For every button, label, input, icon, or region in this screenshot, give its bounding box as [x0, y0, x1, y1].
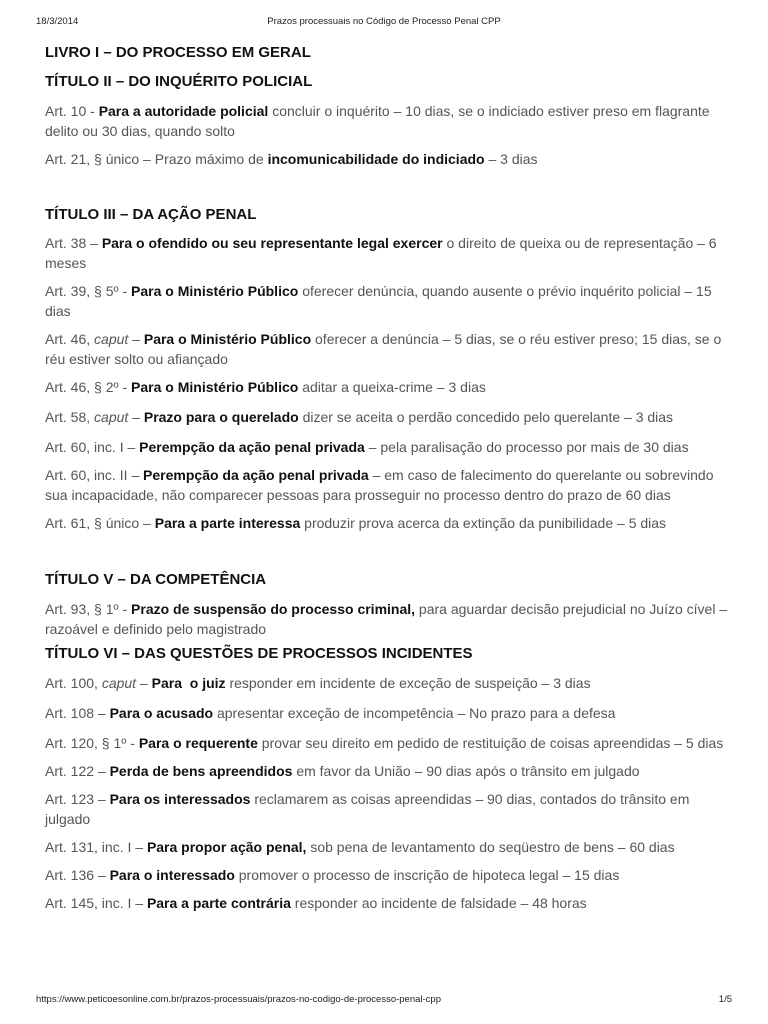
article-136: Art. 136 – Para o interessado promover o processo de inscrição de hipoteca legal – 15 dias — [45, 867, 620, 883]
print-date: 18/3/2014 — [36, 16, 79, 27]
article-46-p2: Art. 46, § 2º - Para o Ministério Público aditar a queixa-crime – 3 dias — [45, 379, 486, 395]
heading-titulo-5: TÍTULO V – DA COMPETÊNCIA — [45, 571, 267, 588]
article-108: Art. 108 – Para o acusado apresentar exceção de incompetência – No prazo para a defesa — [45, 705, 616, 721]
page-number: 1/5 — [718, 994, 732, 1005]
heading-titulo-6: TÍTULO VI – DAS QUESTÕES DE PROCESSOS INCIDENTES — [45, 645, 473, 662]
article-39: Art. 39, § 5º - Para o Ministério Público oferecer denúncia, quando ausente o prévio inquérito policial – 15 dias — [45, 283, 712, 319]
article-60-ii: Art. 60, inc. II – Perempção da ação penal privada – em caso de falecimento do querelante ou sobrevindo sua incapacidade, não comparecer pessoas para prosseguir no processo dentro do prazo de 60 dias — [45, 467, 714, 503]
article-61: Art. 61, § único – Para a parte interessa produzir prova acerca da extinção da punibilidade – 5 dias — [45, 515, 667, 531]
article-122: Art. 122 – Perda de bens apreendidos em favor da União – 90 dias após o trânsito em julgado — [45, 763, 640, 779]
heading-titulo-2: TÍTULO II – DO INQUÉRITO POLICIAL — [45, 73, 313, 90]
heading-titulo-3: TÍTULO III – DA AÇÃO PENAL — [45, 206, 257, 223]
document-body — [45, 44, 735, 913]
article-58: Art. 58, caput – Prazo para o querelado dizer se aceita o perdão concedido pelo querelante – 3 dias — [45, 409, 674, 425]
article-120: Art. 120, § 1º - Para o requerente provar seu direito em pedido de restituição de coisas apreendidas – 5 dias — [45, 735, 724, 751]
source-url: https://www.peticoesonline.com.br/prazos-processuais/prazos-no-codigo-de-processo-penal-cpp — [36, 994, 442, 1005]
print-title: Prazos processuais no Código de Processo Penal CPP — [267, 16, 501, 27]
heading-livro-1: LIVRO I – DO PROCESSO EM GERAL — [45, 44, 311, 61]
article-100: Art. 100, caput – Para o juiz responder em incidente de exceção de suspeição – 3 dias — [45, 675, 591, 691]
article-131: Art. 131, inc. I – Para propor ação penal, sob pena de levantamento do seqüestro de bens – 60 dias — [45, 839, 675, 855]
article-10: Art. 10 - Para a autoridade policial concluir o inquérito – 10 dias, se o indiciado estiver preso em flagrante delito ou 30 dias, quando solto — [45, 103, 710, 139]
article-60-i: Art. 60, inc. I – Perempção da ação penal privada – pela paralisação do processo por mais de 30 dias — [45, 439, 689, 455]
article-123: Art. 123 – Para os interessados reclamarem as coisas apreendidas – 90 dias, contados do trânsito em julgado — [45, 791, 690, 827]
article-93: Art. 93, § 1º - Prazo de suspensão do processo criminal, para aguardar decisão prejudicial no Juízo cível – razoável e definido pelo magistrado — [45, 601, 728, 637]
article-46-caput: Art. 46, caput – Para o Ministério Público oferecer a denúncia – 5 dias, se o réu estiver preso; 15 dias, se o réu estiver solto ou afiançado — [45, 331, 722, 367]
article-145: Art. 145, inc. I – Para a parte contrária responder ao incidente de falsidade – 48 horas — [45, 895, 587, 911]
article-21: Art. 21, § único – Prazo máximo de incomunicabilidade do indiciado – 3 dias — [45, 151, 538, 167]
article-38: Art. 38 – Para o ofendido ou seu representante legal exercer o direito de queixa ou de representação – 6 meses — [45, 235, 717, 271]
